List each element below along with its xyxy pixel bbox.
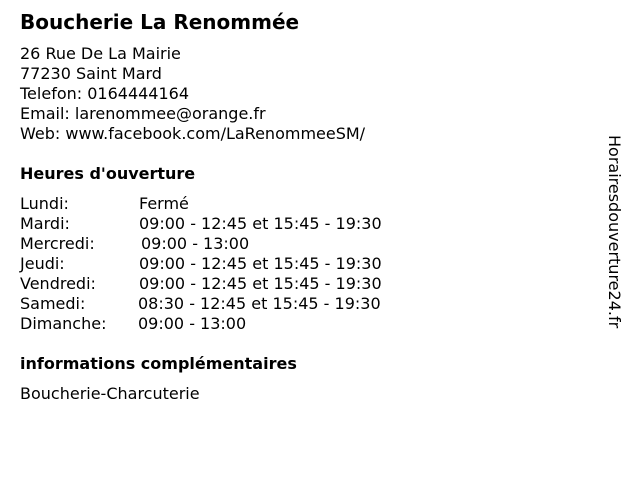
day-hours: 09:00 - 13:00 — [138, 314, 247, 333]
day-hours: 09:00 - 12:45 et 15:45 - 19:30 — [139, 214, 382, 233]
hours-heading: Heures d'ouverture — [20, 164, 196, 183]
address-city: 77230 Saint Mard — [20, 64, 162, 83]
day-label: Samedi: — [20, 294, 86, 313]
day-label: Mardi: — [20, 214, 70, 233]
day-label: Lundi: — [20, 194, 69, 213]
day-label: Dimanche: — [20, 314, 107, 333]
address-street: 26 Rue De La Mairie — [20, 44, 181, 63]
address-block — [20, 44, 365, 144]
info-heading: informations complémentaires — [20, 354, 297, 373]
web-line: Web: www.facebook.com/LaRenommeeSM/ — [20, 124, 366, 143]
day-hours: Fermé — [139, 194, 189, 213]
info-text: Boucherie-Charcuterie — [20, 384, 200, 403]
day-hours: 09:00 - 13:00 — [141, 234, 250, 253]
day-hours: 09:00 - 12:45 et 15:45 - 19:30 — [139, 254, 382, 273]
business-name: Boucherie La Renommée — [20, 10, 300, 34]
site-watermark: Horairesdouverture24.fr — [605, 135, 624, 329]
day-label: Vendredi: — [20, 274, 96, 293]
day-hours: 08:30 - 12:45 et 15:45 - 19:30 — [138, 294, 381, 313]
email-line: Email: larenommee@orange.fr — [20, 104, 266, 123]
day-label: Mercredi: — [20, 234, 95, 253]
day-hours: 09:00 - 12:45 et 15:45 - 19:30 — [139, 274, 382, 293]
phone-line: Telefon: 0164444164 — [20, 84, 190, 103]
day-label: Jeudi: — [20, 254, 65, 273]
